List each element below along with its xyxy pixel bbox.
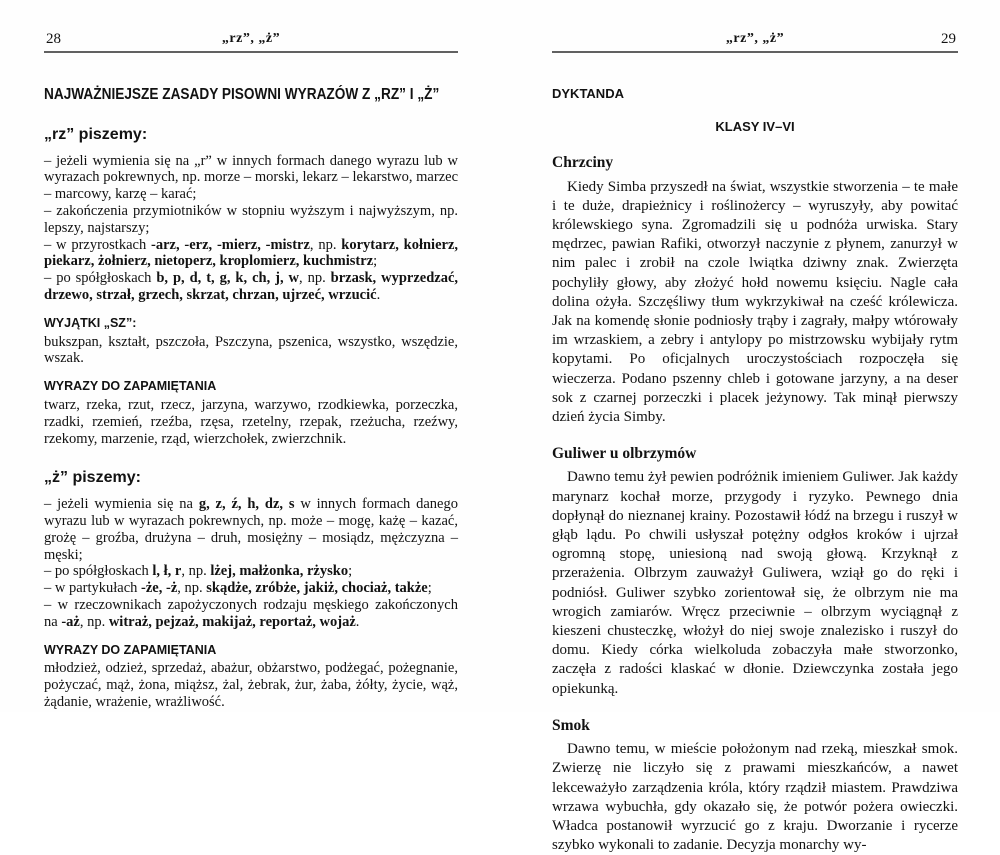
text-run: – w przyrostkach (44, 236, 152, 253)
highlighted-term: lżej, małżonka, rżysko (210, 563, 349, 580)
text-run: – w partykułach (44, 580, 142, 597)
word-list: twarz, rzeka, rzut, rzecz, jarzyna, warzywo, rzodkiewka, porzeczka, rzadki, rzemień, rzeźba, rzęsa, rzetelny, rzepak, rzeżucha, rzeźwy, rzekomy, marzenie, rząd, wierzchołek, zwierzchnik. (44, 396, 458, 447)
section-heading: „ż” piszemy: (44, 469, 141, 487)
dictation-title: Guliwer u olbrzymów (552, 445, 697, 463)
rule-item (44, 496, 458, 563)
highlighted-term: korytarz, kołnierz, piekarz, żołnierz, nietoperz, kroplomierz, kuchmistrz (44, 236, 459, 270)
text-run: . (376, 286, 381, 303)
dictation-text: Kiedy Simba przyszedł na świat, wszystkie stworzenia – te małe i te duże, drapieżnicy i roślinożercy – wyruszyły, aby powitać królewskiego syna. Zgromadzili się u podnóża urwiska. Stary mędrzec, pawian Rafiki, otworzył naczynie z płynem, zanurzył w nim palec i zrobił na czole lwiątka dziwny znak. Zwierzęta pochyliły głowy, aby złożyć hołd nowemu księciu. Nagle cała dolina ożyła. Szczęśliwy tłum wykrzykiwał na cześć królewicza. Jak na komendę słonie podniosły trąby i zagrały, małpy wtórowały im wrzaskiem, a zebry i antylopy po mistrzowsku wybijały rytm kopytami. Po oficjalnych uroczystościach rozpoczęła się wieczerza. Podano pszenny chleb i gotowane jarzyny, a na deser sok z czarnej porzeczki i placek jeżynowy. Tak minął pierwszy dzień życia Simby. (552, 178, 958, 426)
text-run: ; (348, 563, 353, 580)
word-list: młodzież, odzież, sprzedaż, abażur, obżarstwo, podżegać, pożegnanie, pożyczać, mąż, żona, miąższ, żal, żebrak, żur, żaba, żółty, życie, wąż, żądanie, wrażenie, wrażliwość. (44, 660, 458, 710)
subsection-heading: WYJĄTKI „SZ”: (44, 315, 137, 330)
highlighted-term: brzask, wyprzedzać, drzewo, strzał, grzech, skrzat, chrzan, ujrzeć, wrzucić (44, 270, 459, 303)
page-header-right (552, 31, 958, 53)
text-run: , np. (181, 563, 211, 580)
text-run: – jeżeli wymienia się na (44, 496, 199, 513)
rule-item (44, 563, 458, 580)
subsection-heading: WYRAZY DO ZAPAMIĘTANIA (44, 642, 217, 657)
highlighted-term: -arz, -erz, -mierz, -mistrz (151, 236, 310, 253)
text-run: ; (427, 580, 432, 597)
word-list: bukszpan, kształt, pszczoła, Pszczyna, pszenica, wszystko, wszędzie, wszak. (44, 333, 458, 367)
dictation-title: Smok (552, 716, 590, 734)
text-run: , np. (79, 613, 109, 630)
section-label: DYKTANDA (552, 86, 624, 101)
page-left-content (44, 87, 458, 711)
dictation-title: Chrzciny (552, 154, 614, 172)
rule-item (44, 237, 458, 271)
highlighted-term: b, p, d, t, g, k, ch, j, w (156, 270, 300, 287)
page-header-left (44, 31, 458, 53)
text-run: – po spółgłoskach (44, 563, 153, 580)
page-right-content (552, 84, 958, 855)
highlighted-term: -aż (61, 613, 80, 630)
highlighted-term: l, ł, r (152, 563, 182, 580)
text-run: . (355, 613, 360, 630)
highlighted-term: -że, -ż (141, 580, 178, 597)
rule-item (44, 203, 458, 237)
text-run: – zakończenia przymiotników w stopniu wyższym i najwyższym, np. lepszy, najstarszy; (44, 202, 458, 236)
running-head: „rz”, „ż” (221, 31, 281, 46)
page-number: 28 (46, 31, 61, 47)
page-title: NAJWAŻNIEJSZE ZASADY PISOWNI WYRAZÓW Z „RZ” I „Ż” (44, 86, 440, 103)
text-run: , np. (177, 580, 207, 597)
text-run: – po spółgłoskach (44, 270, 157, 287)
running-head: „rz”, „ż” (725, 31, 785, 46)
page-left (44, 0, 458, 711)
page-number: 29 (941, 31, 956, 47)
highlighted-term: skądże, zróbże, jakiż, chociaż, także (206, 580, 428, 597)
page-right (552, 0, 958, 855)
rule-item (44, 153, 458, 203)
text-run: w innych formach danego wyrazu lub w wyrazach pokrewnych, np. może – mogę, każę – kazać, grożę – groźba, drużyna – druh, mosiężny – mosiądz, mężczyzna – męski; (44, 496, 458, 563)
class-level-heading: KLASY IV–VI (715, 119, 795, 135)
subsection-heading: WYRAZY DO ZAPAMIĘTANIA (44, 379, 217, 394)
text-run: , np. (299, 270, 331, 287)
text-run: ; (373, 253, 378, 270)
rule-item (44, 580, 458, 597)
highlighted-term: g, z, ź, h, dz, s (198, 496, 295, 513)
rule-item (44, 597, 458, 631)
dictation-text: Dawno temu, w mieście położonym nad rzeką, mieszkał smok. Zwierzę nie liczyło się z prawami mieszkańców, a nawet lekceważyło zarządzenia króla, który rządził miastem. Prawdziwa wrzawa wybuchła, gdy okazało się, że potwór pożera owieczki. Władca postanowił wyrzucić go z kraju. Dworzanie i rycerze szybko wykonali to zadanie. Decyzja monarchy wy- (552, 741, 958, 854)
text-run: – jeżeli wymienia się na „r” w innych formach danego wyrazu lub w wyrazach pokrewnych, np. morze – morski, lekarz – lekarstwo, marzec – marcowy, karzę – karać; (44, 152, 458, 203)
section-heading: „rz” piszemy: (44, 125, 148, 143)
highlighted-term: witraż, pejzaż, makijaż, reportaż, wojaż (108, 613, 356, 630)
dictation-text: Dawno temu żył pewien podróżnik imieniem Guliwer. Jak każdy marynarz kochał morze, przygody i ryzyko. Pewnego dnia dopłynął do nieznanej krainy. Pozostawił łódź na brzegu i ruszył w głąb lądu. Po chwili usłyszał potężny odgłos kroków i ujrzał ogromną stopę, uniesioną nad swoją głową. Krzyknął z przerażenia. Olbrzym zauważył Guliwera, wziął go do ręki i podniósł. Guliwer szybko zorientował się, że olbrzym nie ma wrogich zamiarów. Wręcz przeciwnie – olbrzym wyciągnął z kieszeni chusteczkę, włożył do niej swoje znalezisko i ruszył do domu. Kiedy córka wielkoluda zobaczyła małe stworzonko, zaczęła z radości klaskać w dłonie. Dziewczynka została jego opiekunką. (552, 469, 958, 697)
rule-item (44, 270, 458, 304)
text-run: , np. (309, 236, 342, 253)
text-run: – w rzeczownikach zapożyczonych rodzaju męskiego zakończonych na (44, 596, 458, 630)
